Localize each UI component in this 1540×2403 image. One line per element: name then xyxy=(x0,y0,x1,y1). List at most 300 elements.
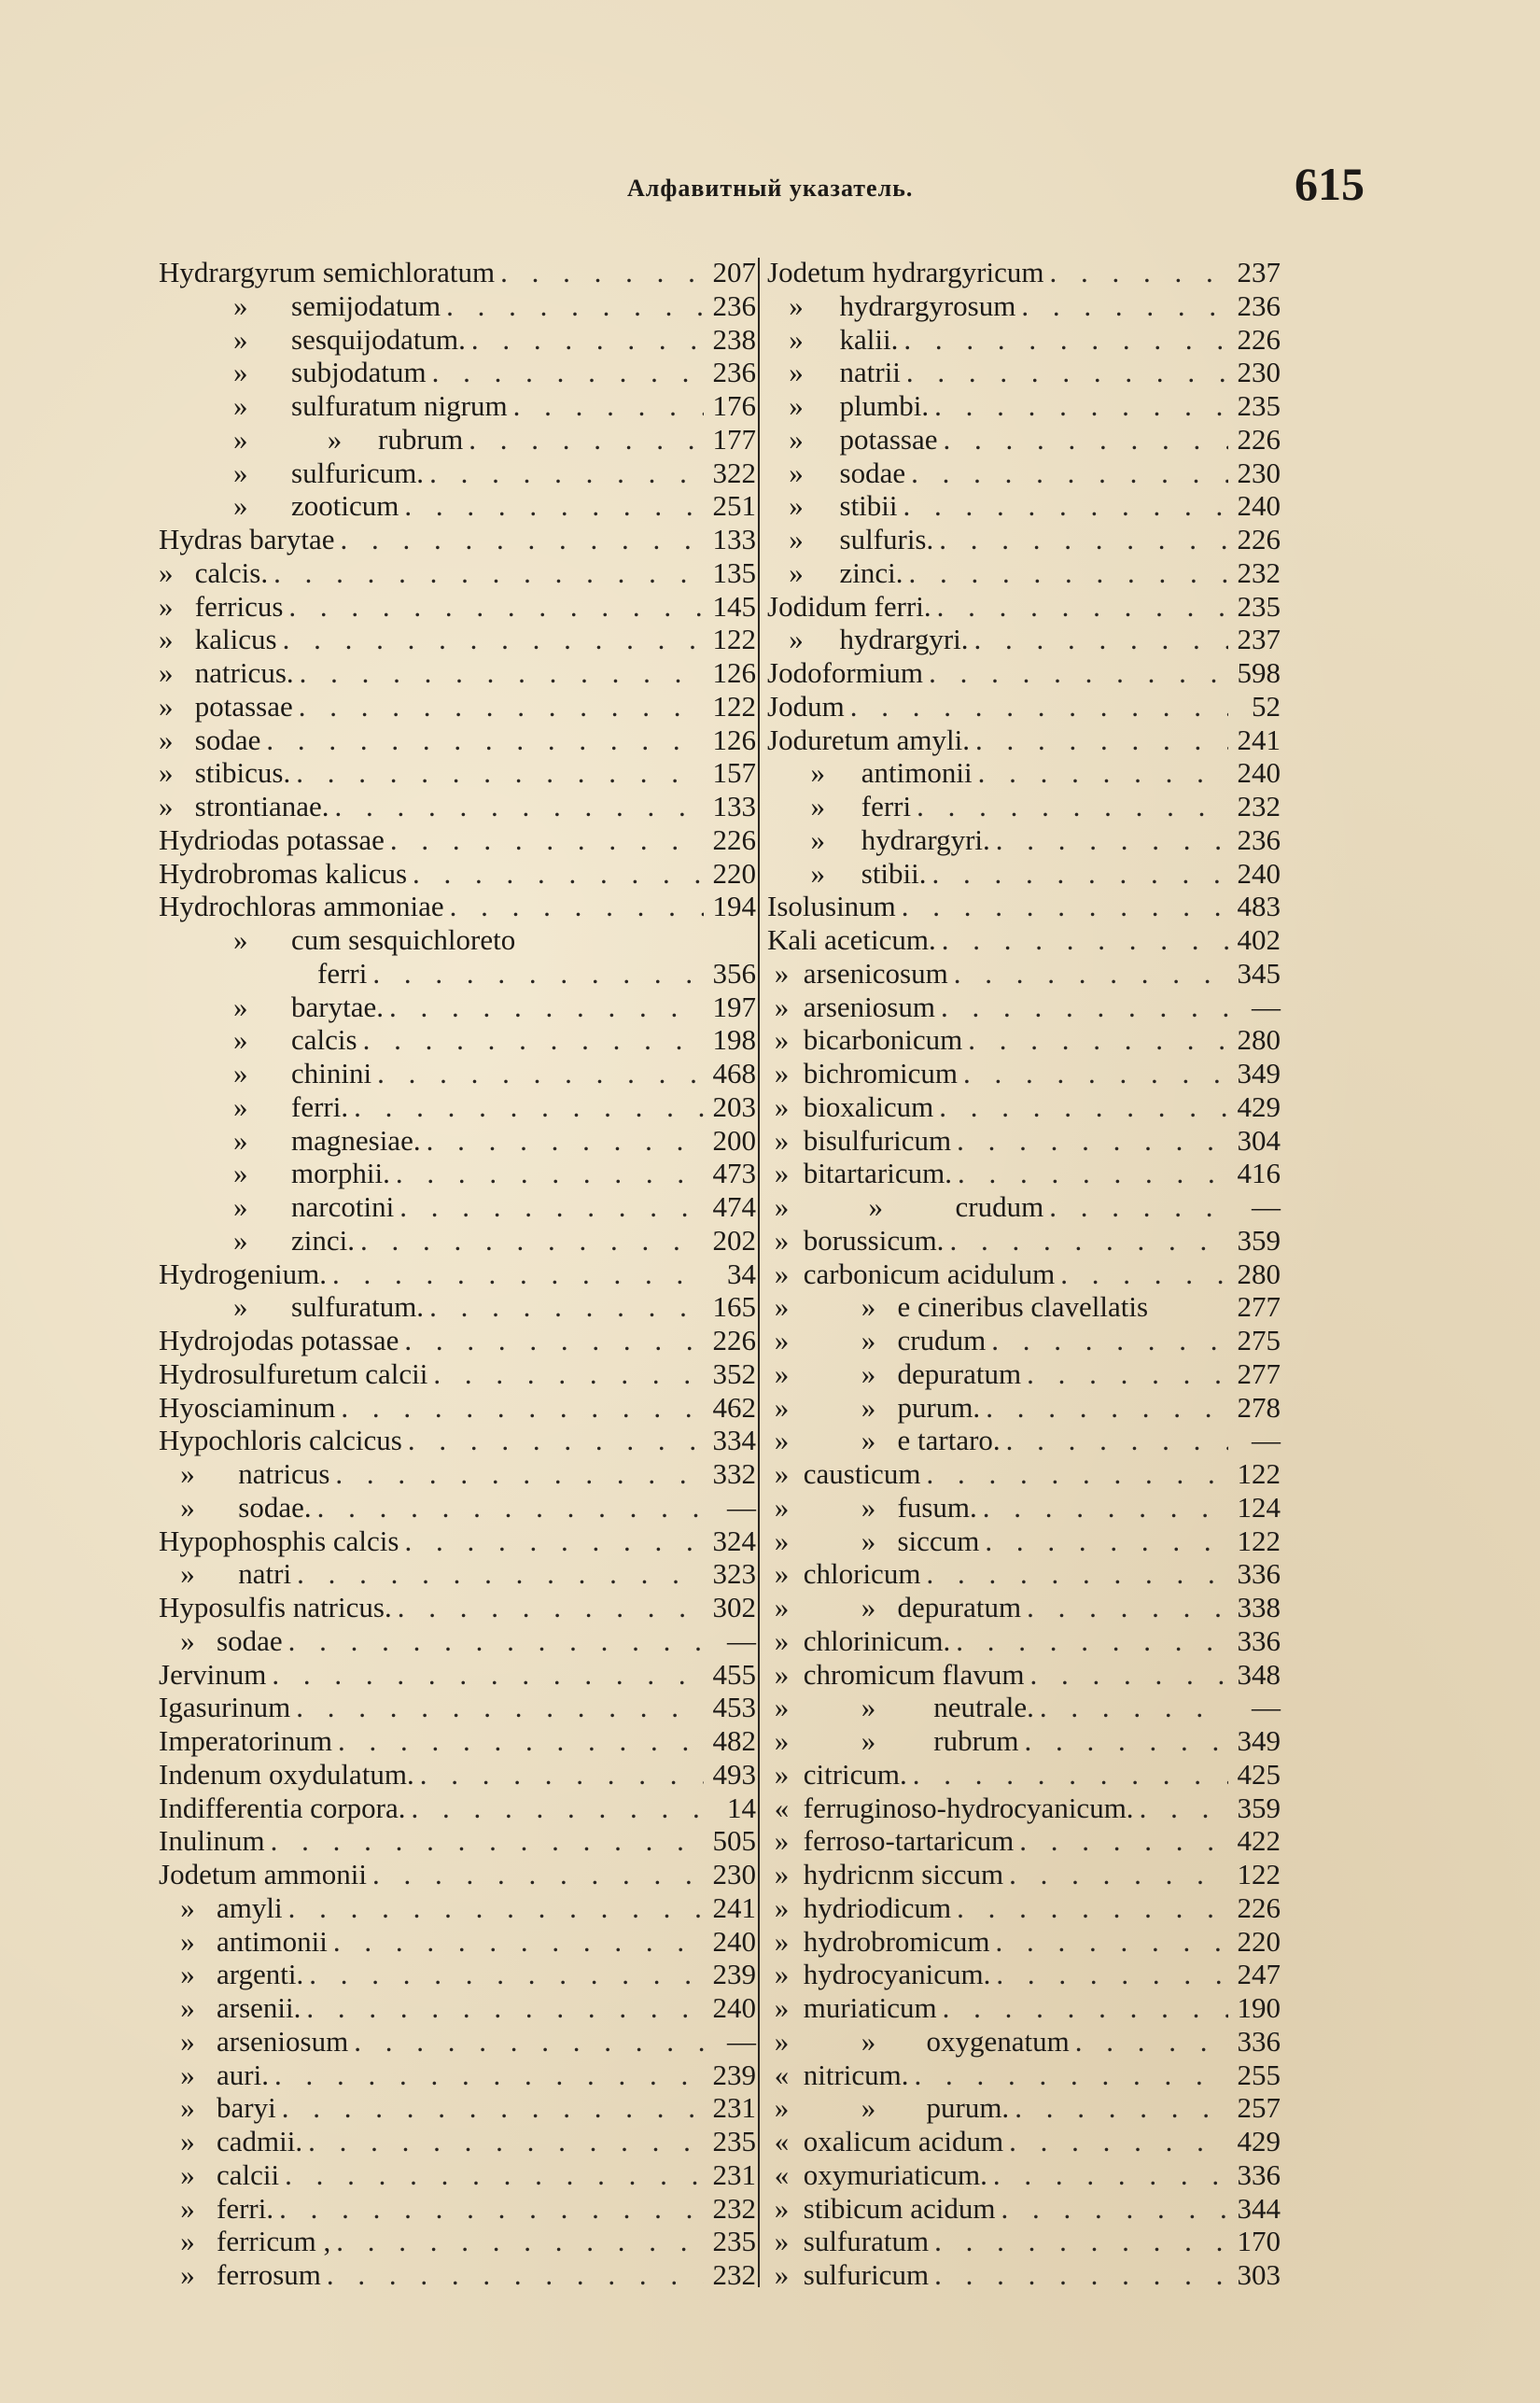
index-entry xyxy=(159,756,756,790)
dot-leader xyxy=(948,957,1228,991)
entry-page-number: 232 xyxy=(1237,790,1281,822)
index-entry xyxy=(159,1525,756,1558)
entry-page-number: 349 xyxy=(1237,1057,1281,1089)
dot-leader xyxy=(970,724,1228,757)
entry-page-number: 194 xyxy=(712,890,756,923)
entry-label: » plumbi. xyxy=(767,389,930,422)
dot-leader xyxy=(399,1525,704,1558)
entry-page-number: 230 xyxy=(712,1858,756,1890)
entry-page-number: 240 xyxy=(712,1991,756,2024)
entry-page-number: 240 xyxy=(1237,489,1281,523)
entry-page-number: 52 xyxy=(1252,689,1281,723)
entry-page-number: 402 xyxy=(1237,923,1281,956)
dot-leader xyxy=(986,1324,1228,1357)
dot-leader xyxy=(399,1324,704,1357)
entry-page-number: 177 xyxy=(712,422,756,456)
dot-leader xyxy=(1025,1658,1229,1692)
entry-label: » chinini xyxy=(233,1057,372,1089)
index-entry xyxy=(767,656,1281,690)
entry-label: » stibicum acidum xyxy=(767,2191,996,2225)
dot-leader xyxy=(385,823,704,857)
index-entry xyxy=(159,1391,756,1425)
entry-page-number: 277 xyxy=(1237,1290,1281,1324)
index-entry xyxy=(159,1858,756,1891)
entry-page-number: 220 xyxy=(712,856,756,890)
dot-leader xyxy=(384,991,704,1024)
index-entry xyxy=(159,1357,756,1391)
dot-leader xyxy=(1019,1724,1228,1758)
index-entry xyxy=(767,1224,1281,1258)
index-entry xyxy=(159,1958,756,1991)
entry-page-number: 198 xyxy=(712,1023,756,1057)
entry-page-number: 255 xyxy=(1237,2058,1281,2091)
index-entry xyxy=(159,1758,756,1792)
entry-label: » arsenicosum xyxy=(767,956,948,990)
entry-label: » » oxygenatum xyxy=(767,2024,1070,2058)
dot-leader xyxy=(301,1991,704,2025)
dot-leader xyxy=(290,1691,704,1724)
dot-leader xyxy=(332,1724,704,1758)
index-entry xyxy=(767,890,1281,923)
dot-leader xyxy=(927,857,1228,891)
dot-leader xyxy=(1009,2091,1228,2125)
entry-page-number: 133 xyxy=(712,790,756,822)
entry-label: » hydrargyri. xyxy=(767,822,990,856)
index-entry xyxy=(767,1724,1281,1758)
dot-leader xyxy=(329,1457,704,1491)
index-entry xyxy=(159,389,756,423)
entry-page-number: 190 xyxy=(1237,1991,1281,2024)
dot-leader xyxy=(996,2192,1228,2226)
index-entry xyxy=(767,590,1281,624)
entry-page-number: 226 xyxy=(1237,1890,1281,1924)
entry-label: » » neutrale. xyxy=(767,1691,1034,1724)
index-entry xyxy=(767,957,1281,991)
dot-leader xyxy=(1043,1190,1228,1224)
index-entry xyxy=(767,756,1281,790)
dot-leader xyxy=(266,1658,704,1692)
dot-leader xyxy=(508,389,704,423)
dot-leader xyxy=(903,556,1229,590)
index-entry xyxy=(159,1124,756,1158)
entry-label: » sulfuratum xyxy=(767,2225,930,2258)
index-entry xyxy=(767,2125,1281,2158)
entry-label: » zinci. xyxy=(233,1223,355,1257)
entry-label: » » crudum xyxy=(767,1324,987,1356)
entry-label: » arsenii. xyxy=(159,1991,301,2024)
index-entry xyxy=(159,2125,756,2158)
entry-label: Jodoformium xyxy=(767,656,924,689)
running-header: Алфавитный указатель. xyxy=(627,175,914,202)
dot-leader xyxy=(1015,289,1228,323)
index-entry xyxy=(159,1023,756,1057)
entry-page-number: 257 xyxy=(1237,2091,1281,2125)
entry-page-number: 359 xyxy=(1237,1791,1281,1824)
entry-label: » sesquijodatum. xyxy=(233,322,466,356)
index-entry xyxy=(767,556,1281,590)
entry-label: » » depuratum xyxy=(767,1591,1022,1623)
entry-page-number: 278 xyxy=(1237,1390,1281,1424)
entry-label: » ferri. xyxy=(233,1089,349,1123)
entry-page-number: 237 xyxy=(1237,623,1281,656)
entry-label: Jodum xyxy=(767,689,845,723)
entry-label: » muriaticum xyxy=(767,1991,937,2024)
entry-page-number: 352 xyxy=(712,1356,756,1390)
dot-leader xyxy=(1021,1591,1228,1624)
entry-page-number: 239 xyxy=(712,1958,756,1991)
dot-leader xyxy=(920,1557,1228,1591)
entry-label: » sodae. xyxy=(159,1490,312,1524)
dot-leader xyxy=(421,1124,704,1158)
column-divider xyxy=(758,258,760,2287)
entry-page-number: 235 xyxy=(712,2225,756,2258)
entry-page-number: 203 xyxy=(712,1089,756,1123)
entry-page-number: 241 xyxy=(1237,723,1281,756)
dot-leader xyxy=(444,890,704,923)
entry-label: Igasurinum xyxy=(159,1691,291,1724)
index-entry xyxy=(159,2025,756,2059)
dot-leader xyxy=(348,1090,704,1124)
entry-page-number: 280 xyxy=(1237,1257,1281,1290)
entry-page-number: 468 xyxy=(712,1057,756,1089)
dot-leader xyxy=(371,1057,704,1090)
index-entry xyxy=(159,690,756,724)
index-entry xyxy=(767,1591,1281,1624)
dot-leader xyxy=(329,790,704,823)
entry-page-number: 237 xyxy=(1237,256,1281,288)
index-entry xyxy=(159,1925,756,1959)
entry-page-number: 275 xyxy=(1237,1324,1281,1356)
entry-page-number: 236 xyxy=(1237,288,1281,322)
entry-page-number: 157 xyxy=(712,756,756,790)
dot-leader xyxy=(367,1858,704,1891)
index-entry xyxy=(159,923,756,957)
index-entry xyxy=(159,356,756,389)
entry-label: » sodae xyxy=(159,1623,283,1657)
dot-leader xyxy=(394,1190,704,1224)
dot-leader xyxy=(951,1891,1228,1925)
entry-page-number: 220 xyxy=(1237,1924,1281,1958)
dot-leader xyxy=(980,1391,1228,1425)
entry-label: » chlorinicum. xyxy=(767,1623,951,1657)
entry-label: Hyposulfis natricus. xyxy=(159,1591,392,1623)
entry-page-number: 455 xyxy=(712,1657,756,1691)
entry-page-number: 240 xyxy=(1237,756,1281,790)
dot-leader xyxy=(273,2192,704,2226)
dot-leader xyxy=(929,2258,1228,2292)
index-entry xyxy=(159,1891,756,1925)
entry-label: » bichromicum xyxy=(767,1057,959,1089)
entry-page-number: 349 xyxy=(1237,1724,1281,1757)
index-entry xyxy=(767,1391,1281,1425)
index-entry xyxy=(767,1824,1281,1858)
index-entry xyxy=(159,1824,756,1858)
entry-label: » hydricnm siccum xyxy=(767,1858,1004,1890)
entry-page-number: 493 xyxy=(712,1757,756,1791)
entry-page-number: 235 xyxy=(1237,589,1281,623)
entry-label: » semijodatum xyxy=(233,288,441,322)
dot-leader xyxy=(463,423,704,457)
index-entry xyxy=(767,1258,1281,1291)
entry-page-number: 336 xyxy=(1237,1557,1281,1591)
dot-leader xyxy=(260,724,704,757)
entry-page-number: — xyxy=(1252,1424,1281,1457)
entry-page-number: 226 xyxy=(1237,523,1281,555)
entry-label: Imperatorinum xyxy=(159,1724,332,1757)
entry-label: » ferroso-tartaricum xyxy=(767,1824,1015,1858)
entry-page-number: — xyxy=(1252,990,1281,1023)
index-entry xyxy=(767,1525,1281,1558)
entry-label: Hydrargyrum semichloratum xyxy=(159,256,496,288)
index-entry xyxy=(159,890,756,923)
dot-leader xyxy=(269,2059,704,2092)
entry-label: » sulfuricum xyxy=(767,2258,930,2291)
index-entry xyxy=(767,1792,1281,1825)
entry-page-number: 226 xyxy=(712,822,756,856)
entry-page-number: 230 xyxy=(1237,456,1281,489)
entry-label: » cum sesquichloreto xyxy=(233,923,516,956)
dot-leader xyxy=(962,1023,1228,1057)
entry-page-number: 226 xyxy=(1237,422,1281,456)
entry-label: » ferricus xyxy=(159,589,284,623)
dot-leader xyxy=(291,1557,704,1591)
index-column-left xyxy=(159,256,756,2292)
index-entry xyxy=(767,423,1281,457)
entry-page-number: 240 xyxy=(1237,856,1281,890)
entry-page-number: 165 xyxy=(712,1290,756,1324)
entry-label: Hydriodas potassae xyxy=(159,822,385,856)
index-column-right xyxy=(767,256,1281,2292)
dot-leader xyxy=(406,1792,704,1825)
index-entry xyxy=(767,1057,1281,1090)
entry-page-number: 176 xyxy=(712,389,756,422)
entry-page-number: — xyxy=(727,1623,756,1657)
entry-page-number: 197 xyxy=(712,990,756,1023)
entry-page-number: 322 xyxy=(712,456,756,489)
dot-leader xyxy=(896,890,1228,923)
index-entry xyxy=(767,790,1281,823)
dot-leader xyxy=(987,2158,1228,2192)
entry-label: » kalii. xyxy=(767,322,899,356)
index-entry xyxy=(767,724,1281,757)
index-entry xyxy=(159,1290,756,1324)
dot-leader xyxy=(283,590,704,624)
dot-leader xyxy=(920,1457,1228,1491)
index-entry xyxy=(767,489,1281,523)
entry-label: » citricum. xyxy=(767,1757,907,1791)
dot-leader xyxy=(923,656,1228,690)
entry-label: » zinci. xyxy=(767,555,903,589)
index-entry xyxy=(767,1925,1281,1959)
entry-label: » argenti. xyxy=(159,1958,304,1991)
dot-leader xyxy=(399,489,704,523)
entry-label: » barytae. xyxy=(233,990,384,1023)
entry-label: Jervinum xyxy=(159,1657,267,1691)
entry-page-number: 505 xyxy=(712,1824,756,1858)
index-entry xyxy=(767,256,1281,289)
entry-label: « ferruginoso-hydrocyanicum. xyxy=(767,1791,1134,1824)
entry-label: » chromicum flavum xyxy=(767,1657,1025,1691)
entry-page-number: 133 xyxy=(712,523,756,555)
entry-label: ferri xyxy=(317,956,368,990)
entry-page-number: 474 xyxy=(712,1190,756,1223)
index-entry xyxy=(159,1157,756,1190)
entry-label: Hyosciaminum xyxy=(159,1390,336,1424)
index-entry xyxy=(767,1557,1281,1591)
dot-leader xyxy=(335,1391,704,1425)
entry-label: » bitartaricum. xyxy=(767,1157,952,1190)
dot-leader xyxy=(969,623,1228,656)
entry-label: Indifferentia corpora. xyxy=(159,1791,406,1824)
index-entry xyxy=(767,1958,1281,1991)
entry-page-number: 338 xyxy=(1237,1591,1281,1623)
index-entry xyxy=(159,1591,756,1624)
index-entry xyxy=(159,1792,756,1825)
entry-page-number: 230 xyxy=(1237,356,1281,389)
entry-label: » amyli xyxy=(159,1890,283,1924)
entry-page-number: — xyxy=(1252,1691,1281,1724)
dot-leader xyxy=(950,1624,1228,1658)
entry-page-number: 416 xyxy=(1237,1157,1281,1190)
dot-leader xyxy=(898,489,1228,523)
entry-label: » » crudum xyxy=(767,1190,1044,1223)
entry-page-number: 231 xyxy=(712,2091,756,2125)
dot-leader xyxy=(390,1157,704,1190)
dot-leader xyxy=(990,823,1228,857)
entry-label: » morphii. xyxy=(233,1157,390,1190)
entry-page-number: 277 xyxy=(1237,1356,1281,1390)
index-entry xyxy=(159,1324,756,1357)
index-entry xyxy=(159,1491,756,1525)
entry-label: » sulfuratum nigrum xyxy=(233,389,508,422)
entry-page-number: 345 xyxy=(1237,956,1281,990)
index-entry xyxy=(767,857,1281,891)
entry-page-number: 226 xyxy=(712,1324,756,1356)
entry-label: » chloricum xyxy=(767,1557,921,1591)
dot-leader xyxy=(911,790,1228,823)
entry-page-number: 238 xyxy=(712,322,756,356)
index-entry xyxy=(767,1290,1281,1324)
entry-label: » » purum. xyxy=(767,1390,981,1424)
index-entry xyxy=(159,2225,756,2258)
entry-label: « oxymuriaticum. xyxy=(767,2157,987,2191)
index-entry xyxy=(767,2192,1281,2226)
entry-label: Hydrogenium. xyxy=(159,1257,327,1290)
dot-leader xyxy=(348,2025,704,2059)
entry-label: » kalicus xyxy=(159,623,277,656)
dot-leader xyxy=(929,389,1228,423)
entry-label: » potassae xyxy=(767,422,938,456)
index-entry xyxy=(767,1624,1281,1658)
dot-leader xyxy=(283,1624,704,1658)
index-entry xyxy=(159,823,756,857)
entry-label: » » e tartaro. xyxy=(767,1424,1001,1457)
dot-leader xyxy=(441,289,704,323)
entry-page-number: 122 xyxy=(712,623,756,656)
entry-label: » carbonicum acidulum xyxy=(767,1257,1056,1290)
dot-leader xyxy=(290,756,704,790)
entry-page-number: 280 xyxy=(1237,1023,1281,1057)
entry-page-number: 359 xyxy=(1237,1223,1281,1257)
entry-page-number: 124 xyxy=(1237,1490,1281,1524)
index-entry xyxy=(159,1090,756,1124)
dot-leader xyxy=(938,423,1228,457)
dot-leader xyxy=(265,1824,704,1858)
dot-leader xyxy=(990,1958,1228,1991)
dot-leader xyxy=(1034,1691,1228,1724)
dot-leader xyxy=(979,1525,1228,1558)
dot-leader xyxy=(357,1023,704,1057)
entry-label: Hydrosulfuretum calcii xyxy=(159,1356,428,1390)
index-entry xyxy=(767,2158,1281,2192)
index-entry xyxy=(767,991,1281,1024)
dot-leader xyxy=(279,2158,704,2192)
entry-page-number: 232 xyxy=(712,2258,756,2291)
entry-label: Kali aceticum. xyxy=(767,923,936,956)
entry-page-number: 14 xyxy=(727,1791,756,1824)
entry-label: » hydrargyrosum xyxy=(767,288,1016,322)
index-entry xyxy=(767,2258,1281,2292)
dot-leader xyxy=(367,957,704,991)
entry-label: » bioxalicum xyxy=(767,1089,934,1123)
index-entry xyxy=(159,1457,756,1491)
entry-label: » sodae xyxy=(767,456,906,489)
entry-page-number: 336 xyxy=(1237,2157,1281,2191)
dot-leader xyxy=(944,1224,1228,1258)
dot-leader xyxy=(330,2225,704,2258)
index-entry xyxy=(767,1023,1281,1057)
entry-label: » auri. xyxy=(159,2058,269,2091)
index-entry xyxy=(767,1991,1281,2025)
entry-label: » » rubrum xyxy=(767,1724,1019,1757)
entry-label: Jodetum ammonii xyxy=(159,1858,368,1890)
entry-label: Hydrobromas kalicus xyxy=(159,856,408,890)
entry-page-number: 453 xyxy=(712,1691,756,1724)
index-entry xyxy=(159,1557,756,1591)
dot-leader xyxy=(1134,1792,1228,1825)
entry-label: Hydrochloras ammoniae xyxy=(159,890,444,923)
index-entry xyxy=(159,1057,756,1090)
dot-leader xyxy=(905,457,1228,490)
dot-leader xyxy=(466,323,704,357)
dot-leader xyxy=(424,1290,704,1324)
index-entry xyxy=(767,523,1281,556)
entry-label: » borussicum. xyxy=(767,1223,945,1257)
entry-page-number: 356 xyxy=(712,956,756,990)
index-entry xyxy=(767,1190,1281,1224)
entry-page-number: 135 xyxy=(712,555,756,589)
index-entry xyxy=(159,1258,756,1291)
entry-page-number: 232 xyxy=(712,2191,756,2225)
entry-label: » calcis xyxy=(233,1023,357,1057)
entry-page-number: 344 xyxy=(1237,2191,1281,2225)
index-entry xyxy=(767,2225,1281,2258)
entry-page-number: 483 xyxy=(1237,890,1281,923)
entry-label: » stibii. xyxy=(767,856,927,890)
dot-leader xyxy=(935,991,1228,1024)
entry-page-number: 302 xyxy=(712,1591,756,1623)
dot-leader xyxy=(276,2091,704,2125)
entry-page-number: 235 xyxy=(1237,389,1281,422)
dot-leader xyxy=(931,590,1228,624)
entry-label: » natricus. xyxy=(159,656,294,689)
entry-label: Hypochloris calcicus xyxy=(159,1424,402,1457)
index-entry xyxy=(159,323,756,357)
dot-leader xyxy=(1043,256,1228,289)
entry-label: » » siccum xyxy=(767,1524,980,1557)
dot-leader xyxy=(929,2225,1228,2258)
entry-label: » » depuratum xyxy=(767,1356,1022,1390)
